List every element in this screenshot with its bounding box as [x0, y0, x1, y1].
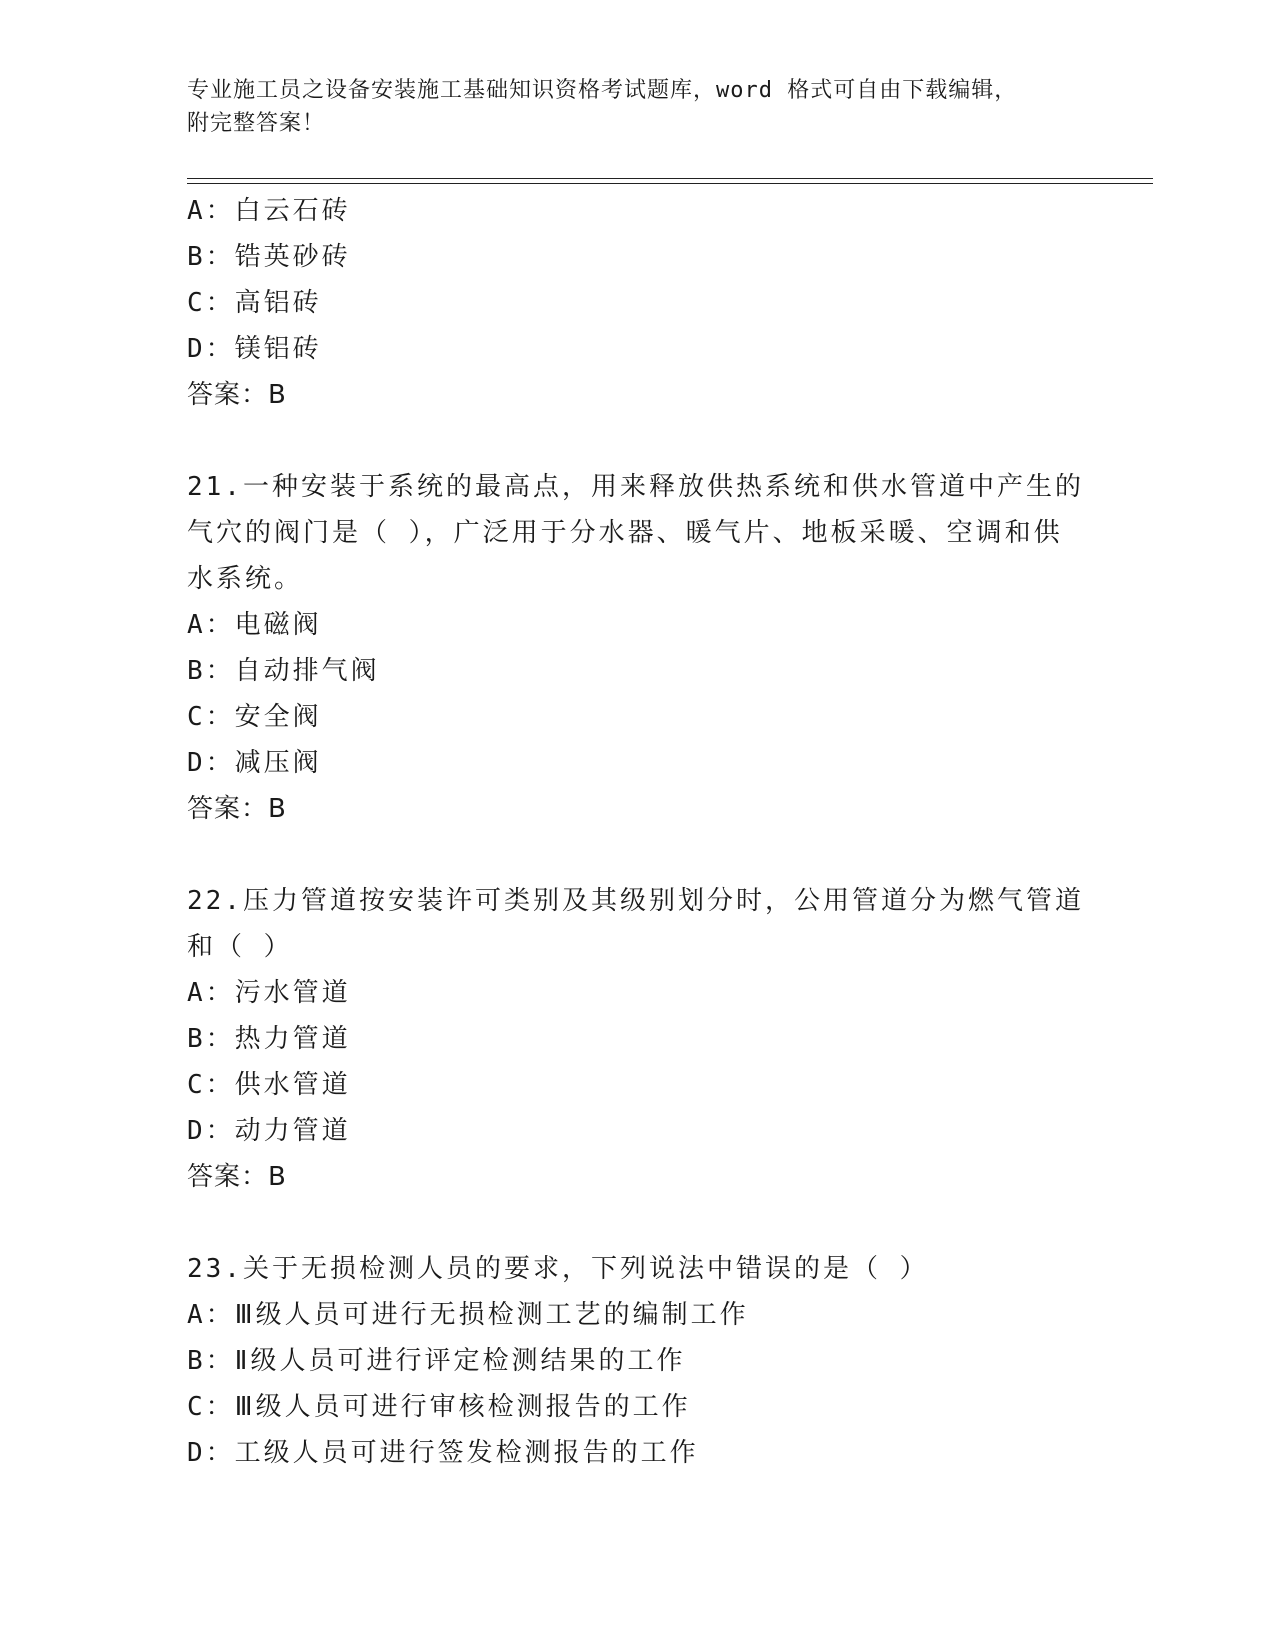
option-a: A：污水管道 — [187, 978, 351, 1008]
header-divider-top — [187, 178, 1153, 179]
question-text-line: 22.压力管道按安装许可类别及其级别划分时，公用管道分为燃气管道 — [187, 886, 1084, 916]
document-header — [187, 74, 1067, 140]
question-text-line: 21.一种安装于系统的最高点，用来释放供热系统和供水管道中产生的 — [187, 472, 1084, 502]
option-b: B：锆英砂砖 — [187, 242, 351, 272]
header-divider-bottom — [187, 183, 1153, 184]
spacer — [187, 418, 1087, 464]
question-text-line: 气穴的阀门是（ ），广泛用于分水器、暖气片、地板采暖、空调和供 — [187, 518, 1063, 548]
question-block-22 — [187, 878, 1087, 1200]
question-text-line: 和（ ） — [187, 932, 293, 962]
option-a: A：白云石砖 — [187, 196, 351, 226]
spacer — [187, 832, 1087, 878]
answer: 答案：B — [187, 1162, 287, 1192]
question-text-line: 水系统。 — [187, 564, 304, 594]
question-text-line: 23.关于无损检测人员的要求，下列说法中错误的是（ ） — [187, 1254, 929, 1284]
header-line-2: 附完整答案！ — [187, 111, 326, 136]
spacer — [187, 1200, 1087, 1246]
option-b: B：Ⅱ级人员可进行评定检测结果的工作 — [187, 1346, 686, 1376]
option-c: C：Ⅲ级人员可进行审核检测报告的工作 — [187, 1392, 691, 1422]
header-line-1: 专业施工员之设备安装施工基础知识资格考试题库，word 格式可自由下载编辑， — [187, 78, 1018, 103]
option-d: D：镁铝砖 — [187, 334, 322, 364]
option-b: B：热力管道 — [187, 1024, 351, 1054]
option-c: C：供水管道 — [187, 1070, 351, 1100]
answer: 答案：B — [187, 794, 287, 824]
question-list — [187, 188, 1087, 1476]
option-d: D：减压阀 — [187, 748, 322, 778]
option-a: A：Ⅲ级人员可进行无损检测工艺的编制工作 — [187, 1300, 749, 1330]
option-c: C：安全阀 — [187, 702, 322, 732]
question-block-20 — [187, 188, 1087, 418]
option-a: A：电磁阀 — [187, 610, 322, 640]
answer: 答案：B — [187, 380, 287, 410]
option-d: D：工级人员可进行签发检测报告的工作 — [187, 1438, 699, 1468]
question-block-21 — [187, 464, 1087, 832]
question-block-23 — [187, 1246, 1087, 1476]
option-d: D：动力管道 — [187, 1116, 351, 1146]
option-b: B：自动排气阀 — [187, 656, 380, 686]
option-c: C：高铝砖 — [187, 288, 322, 318]
